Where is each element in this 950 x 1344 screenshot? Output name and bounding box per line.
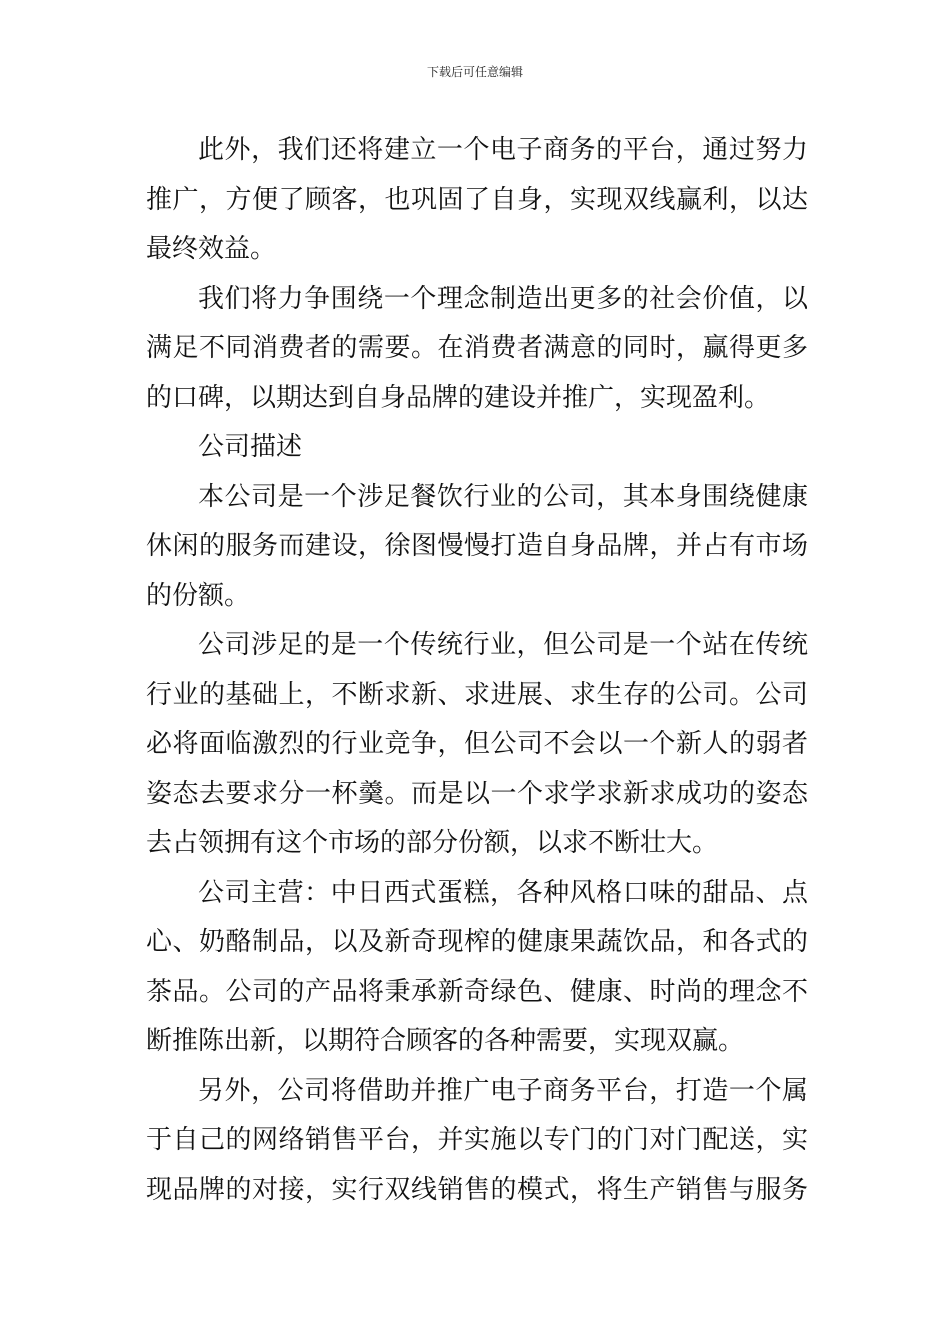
text-line: 本公司是一个涉足餐饮行业的公司，其本身围绕健康 bbox=[198, 481, 808, 512]
text-line: 姿态去要求分一杯羹。而是以一个求学求新求成功的姿态 bbox=[146, 778, 808, 809]
document-body bbox=[146, 126, 808, 1215]
text-line: 的份额。 bbox=[146, 580, 251, 611]
text-line: 公司涉足的是一个传统行业，但公司是一个站在传统 bbox=[198, 630, 808, 660]
text-line: 行业的基础上，不断求新、求进展、求生存的公司。公司 bbox=[146, 679, 808, 710]
page-header: 下载后可任意编辑 bbox=[426, 65, 523, 79]
text-line: 公司描述 bbox=[198, 432, 303, 462]
text-line: 休闲的服务而建设，徐图慢慢打造自身品牌，并占有市场 bbox=[146, 531, 808, 561]
text-line: 最终效益。 bbox=[146, 234, 277, 264]
text-line: 茶品。公司的产品将秉承新奇绿色、健康、时尚的理念不 bbox=[146, 976, 808, 1007]
text-line: 满足不同消费者的需要。在消费者满意的同时，赢得更多 bbox=[146, 333, 808, 363]
text-line: 我们将力争围绕一个理念制造出更多的社会价值，以 bbox=[198, 283, 808, 314]
text-line: 心、奶酪制品，以及新奇现榨的健康果蔬饮品，和各式的 bbox=[146, 927, 808, 957]
text-line: 去占领拥有这个市场的部分份额，以求不断壮大。 bbox=[146, 828, 719, 858]
text-line: 公司主营：中日西式蛋糕，各种风格口味的甜品、点 bbox=[198, 877, 808, 908]
text-line: 于自己的网络销售平台，并实施以专门的门对门配送，实 bbox=[146, 1125, 808, 1155]
text-line: 的口碑，以期达到自身品牌的建设并推广，实现盈利。 bbox=[146, 382, 771, 413]
text-line: 推广，方便了顾客，也巩固了自身，实现双线赢利，以达 bbox=[146, 184, 808, 215]
text-line: 此外，我们还将建立一个电子商务的平台，通过努力 bbox=[198, 135, 808, 165]
text-line: 断推陈出新，以期符合顾客的各种需要，实现双赢。 bbox=[146, 1026, 745, 1056]
text-line: 另外，公司将借助并推广电子商务平台，打造一个属 bbox=[198, 1075, 808, 1106]
text-line: 现品牌的对接，实行双线销售的模式，将生产销售与服务 bbox=[146, 1174, 808, 1205]
text-line: 必将面临激烈的行业竞争，但公司不会以一个新人的弱者 bbox=[146, 729, 808, 759]
